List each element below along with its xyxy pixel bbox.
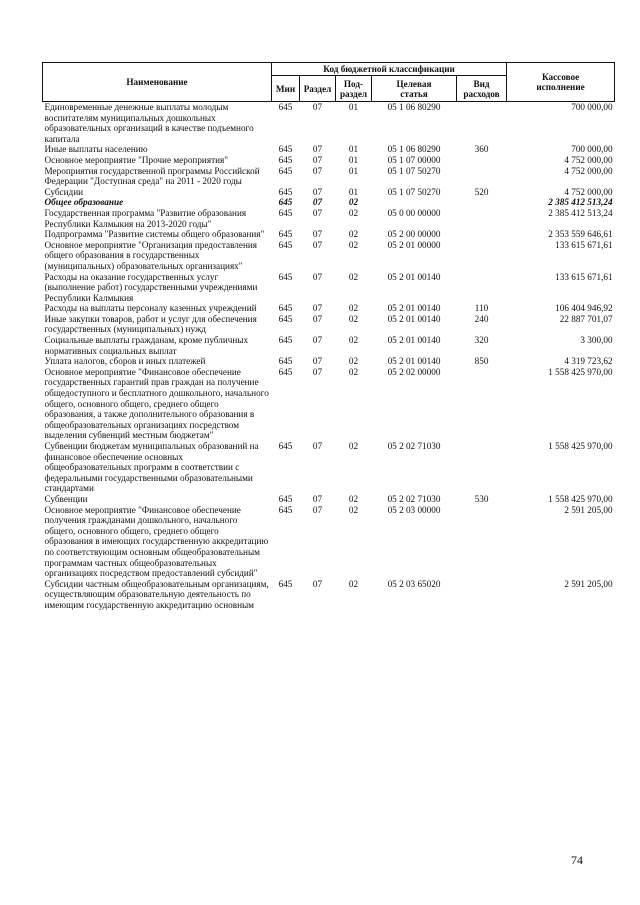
- row-name: Основное мероприятие "Финансовое обеспечение получения гражданами дошкольного, начального общего, основного общего, среднего общего образования в имеющих государственную аккредитацию по соответствующим основным общеобразовательным программам частных общеобразовательных организациях посредством предоставлений субсидий": [44, 504, 269, 579]
- row-vid: 530: [474, 493, 489, 504]
- row-min: 645: [278, 154, 293, 165]
- row-amount: 2 591 205,00: [564, 504, 613, 515]
- table-header: [43, 63, 615, 102]
- row-vid: [457, 367, 507, 441]
- row-vid: [457, 272, 507, 304]
- table-row: [43, 494, 615, 505]
- row-vid: [457, 579, 507, 611]
- row-amount: 106 404 946,92: [555, 303, 613, 314]
- table-row: [43, 166, 615, 187]
- row-min: 645: [278, 207, 293, 218]
- row-razdel: 07: [312, 366, 323, 377]
- row-razdel: 07: [312, 504, 323, 515]
- row-name: Иные выплаты населению: [44, 144, 148, 155]
- row-name: Единовременные денежные выплаты молодым воспитателям муниципальных дошкольных образовательных организаций в качестве подъемного капитала: [44, 102, 254, 144]
- table-row: [43, 272, 615, 304]
- row-target: 05 0 00 00000: [387, 207, 441, 218]
- row-min: 645: [278, 186, 293, 197]
- row-podrazdel: 02: [348, 197, 359, 208]
- row-amount: 1 558 425 970,00: [548, 441, 613, 451]
- row-podrazdel: 02: [348, 335, 359, 346]
- table-row: [43, 356, 615, 367]
- row-vid: [457, 155, 507, 166]
- row-min: 645: [278, 102, 293, 112]
- table-row: [43, 505, 615, 579]
- header-min: Мин: [272, 76, 300, 102]
- table-row: [43, 197, 615, 208]
- row-podrazdel: 01: [348, 144, 359, 155]
- row-target: 05 1 07 00000: [387, 154, 441, 165]
- header-name: Наименование: [43, 63, 272, 102]
- header-code-group: Код бюджетной классификации: [272, 63, 507, 76]
- table-row: [43, 102, 615, 145]
- row-amount: 700 000,00: [571, 144, 613, 155]
- row-name: Субсидии частным общеобразовательным организациям, осуществляющим образовательную деятельность по имеющим государственную аккредитацию основным: [44, 578, 269, 610]
- row-min: 645: [278, 197, 293, 208]
- row-amount: 4 752 000,00: [564, 186, 613, 197]
- header-vid-line2: расходов: [463, 88, 500, 99]
- row-min: 645: [278, 578, 293, 589]
- row-razdel: 07: [312, 356, 323, 367]
- row-min: 645: [278, 165, 293, 176]
- row-razdel: 07: [312, 102, 323, 112]
- row-target: 05 2 01 00140: [387, 335, 441, 346]
- row-podrazdel: 02: [348, 441, 359, 451]
- row-name: Социальные выплаты гражданам, кроме публичных нормативных социальных выплат: [44, 335, 249, 356]
- page-number: 74: [571, 853, 583, 867]
- row-amount: 133 615 671,61: [555, 271, 613, 282]
- row-vid: [457, 441, 507, 494]
- row-name: Расходы на выплаты персоналу казенных учреждений: [44, 303, 257, 314]
- row-vid: 850: [474, 356, 489, 367]
- table-row: [43, 441, 615, 494]
- header-amount-line1: Кассовое: [541, 72, 580, 82]
- table-row: [43, 155, 615, 166]
- row-min: 645: [278, 303, 293, 314]
- row-podrazdel: 02: [348, 207, 359, 218]
- header-target-line1: Целевая: [396, 78, 432, 89]
- table-row: [43, 144, 615, 155]
- row-podrazdel: 02: [348, 504, 359, 515]
- row-name: Подпрограмма "Развитие системы общего образования": [44, 229, 265, 240]
- header-podrazdel: [336, 76, 372, 102]
- row-target: 05 2 02 00000: [387, 366, 441, 377]
- row-razdel: 07: [312, 207, 323, 218]
- table-row: [43, 314, 615, 335]
- table-row: [43, 303, 615, 314]
- row-vid: 240: [474, 313, 489, 324]
- row-vid: 110: [474, 303, 489, 314]
- row-name: Субвенции: [44, 493, 88, 504]
- row-min: 645: [278, 356, 293, 367]
- row-razdel: 07: [312, 271, 323, 282]
- row-podrazdel: 02: [348, 493, 359, 504]
- row-vid: 360: [474, 144, 489, 155]
- row-vid: [457, 166, 507, 187]
- row-razdel: 07: [312, 197, 323, 208]
- row-min: 645: [278, 335, 293, 346]
- row-name: Основное мероприятие "Прочие мероприятия": [44, 154, 228, 165]
- row-vid: [457, 229, 507, 240]
- row-name: Иные закупки товаров, работ и услуг для обеспечения государственных (муниципальных) нужд: [44, 313, 257, 335]
- row-podrazdel: 01: [348, 186, 359, 197]
- row-min: 645: [278, 493, 293, 504]
- row-amount: 4 319 723,62: [564, 356, 613, 367]
- row-razdel: 07: [312, 239, 323, 250]
- row-vid: [457, 102, 507, 145]
- header-podrazdel-line1: Под-: [343, 78, 364, 89]
- row-podrazdel: 02: [348, 229, 359, 240]
- row-target: 05 2 02 71030: [387, 493, 441, 504]
- row-razdel: 07: [312, 186, 323, 197]
- row-podrazdel: 02: [348, 356, 359, 367]
- row-amount: 133 615 671,61: [555, 239, 613, 250]
- row-name: Основное мероприятие "Финансовое обеспечение государственных гарантий прав граждан на получение общедоступного и бесплатного дошкольного, начального общего, основного общего, среднего общего образования, а также дополнительного образования в общеобразовательных организациях посредством выделения субвенций местным бюджетам": [44, 366, 269, 441]
- row-razdel: 07: [312, 154, 323, 165]
- row-name: Субвенции бюджетам муниципальных образований на финансовое обеспечение основных общеобразовательных программ в соответствии с федеральными государственными образовательными стандартами: [44, 441, 259, 494]
- header-podrazdel-line2: раздел: [339, 88, 368, 99]
- row-amount: 3 300,00: [580, 335, 613, 346]
- row-amount: 4 752 000,00: [564, 154, 613, 165]
- table-row: [43, 187, 615, 198]
- row-vid: 320: [474, 335, 489, 346]
- row-target: 05 2 02 71030: [387, 441, 441, 451]
- row-podrazdel: 02: [348, 303, 359, 314]
- table-row: [43, 240, 615, 272]
- row-target: 05 2 01 00140: [387, 356, 441, 367]
- budget-table: [42, 62, 615, 611]
- row-razdel: 07: [312, 229, 323, 240]
- row-target: 05 1 06 80290: [387, 102, 441, 112]
- header-target-line2: статья: [400, 88, 428, 99]
- row-razdel: 07: [312, 493, 323, 504]
- row-target: 05 2 01 00000: [387, 239, 441, 250]
- row-amount: 2 385 412 513,24: [548, 207, 613, 218]
- row-min: 645: [278, 366, 293, 377]
- row-min: 645: [278, 239, 293, 250]
- row-podrazdel: 02: [348, 578, 359, 589]
- row-amount: 1 558 425 970,00: [548, 493, 613, 504]
- row-target: 05 2 01 00140: [387, 271, 441, 282]
- row-target: 05 2 03 00000: [387, 504, 441, 515]
- row-razdel: 07: [312, 303, 323, 314]
- row-target: [372, 197, 457, 208]
- table-row: [43, 367, 615, 441]
- row-amount: 22 887 701,07: [559, 313, 613, 324]
- row-min: 645: [278, 271, 293, 282]
- row-amount: 4 752 000,00: [564, 165, 613, 176]
- row-razdel: 07: [312, 165, 323, 176]
- row-target: 05 2 01 00140: [387, 303, 441, 314]
- row-target: 05 1 07 50270: [387, 165, 441, 176]
- row-amount: 700 000,00: [571, 102, 613, 112]
- table-row: [43, 579, 615, 611]
- row-target: 05 1 06 80290: [387, 144, 441, 155]
- table-row: [43, 229, 615, 240]
- row-min: 645: [278, 144, 293, 155]
- header-amount-line2: исполнение: [536, 82, 585, 92]
- row-podrazdel: 01: [348, 154, 359, 165]
- row-min: 645: [278, 313, 293, 324]
- row-podrazdel: 02: [348, 271, 359, 282]
- header-target: [372, 76, 457, 102]
- row-podrazdel: 02: [348, 366, 359, 377]
- row-amount: 2 353 559 646,61: [548, 229, 613, 240]
- table-row: [43, 335, 615, 356]
- row-podrazdel: 01: [348, 165, 359, 176]
- row-name: Субсидии: [44, 186, 84, 197]
- row-vid: [457, 505, 507, 579]
- table-body: [43, 102, 615, 611]
- row-amount: 2 591 205,00: [564, 578, 613, 589]
- row-razdel: 07: [312, 335, 323, 346]
- row-razdel: 07: [312, 578, 323, 589]
- row-vid: [457, 240, 507, 272]
- row-target: 05 2 01 00140: [387, 313, 441, 324]
- row-name: Общее образование: [44, 197, 124, 208]
- header-amount: [507, 63, 615, 102]
- row-razdel: 07: [312, 441, 323, 451]
- row-name: Государственная программа "Развитие образования Республики Калмыкия на 2013-2020 годы": [44, 207, 247, 229]
- table-row: [43, 208, 615, 229]
- row-min: 645: [278, 441, 293, 451]
- row-vid: [457, 208, 507, 229]
- row-razdel: 07: [312, 313, 323, 324]
- row-name: Уплата налогов, сборов и иных платежей: [44, 356, 206, 367]
- row-vid: 520: [474, 186, 489, 197]
- row-vid: [457, 197, 507, 208]
- row-target: 05 1 07 50270: [387, 186, 441, 197]
- header-vid-line1: Вид: [473, 78, 490, 89]
- row-razdel: 07: [312, 144, 323, 155]
- header-vid: [457, 76, 507, 102]
- row-name: Мероприятия государственной программы Российской Федерации "Доступная среда" на 2011 - 2020 годы: [44, 165, 260, 187]
- row-name: Расходы на оказание государственных услуг (выполнение работ) государственными учреждениями Республики Калмыкия: [44, 271, 258, 303]
- row-amount: 2 385 412 513,24: [548, 197, 613, 208]
- row-podrazdel: 02: [348, 239, 359, 250]
- row-min: 645: [278, 504, 293, 515]
- row-podrazdel: 02: [348, 313, 359, 324]
- row-amount: 1 558 425 970,00: [548, 366, 613, 377]
- row-min: 645: [278, 229, 293, 240]
- header-razdel: Раздел: [300, 76, 336, 102]
- row-name: Основное мероприятие "Организация предоставления общего образования в государственных (муниципальных) образовательных организациях": [44, 239, 258, 271]
- row-target: 05 2 03 65020: [387, 578, 441, 589]
- row-podrazdel: 01: [348, 102, 359, 112]
- row-target: 05 2 00 00000: [387, 229, 441, 240]
